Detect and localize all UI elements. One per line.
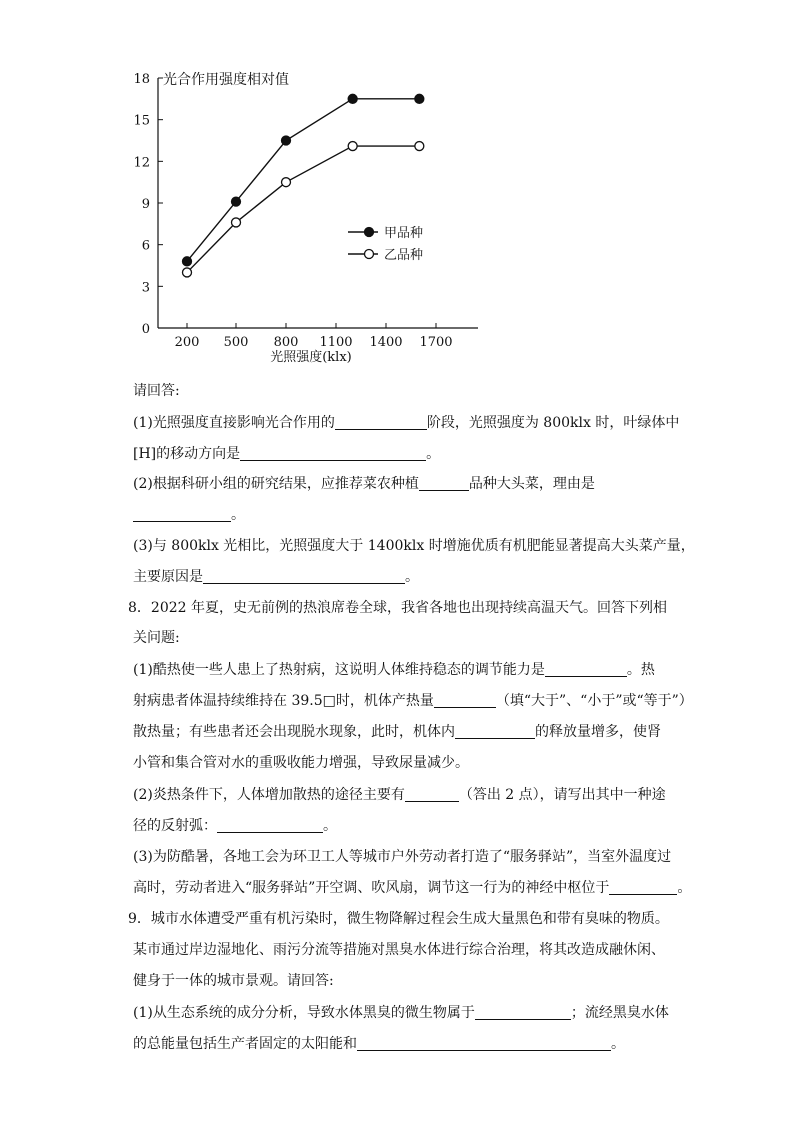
q7-1-text-b: 阶段，光照强度为 800klx 时，叶绿体中 (426, 415, 680, 431)
q8-1-text-g: 小管和集合管对水的重吸收能力增强，导致尿量减少。 (133, 755, 469, 771)
q7-3-line1 (133, 537, 695, 555)
chart-legend (348, 226, 423, 263)
q8-1-line4 (133, 754, 469, 772)
q8-3-text-b: 高时，劳动者进入“服务驿站”开空调、吹风扇，调节这一行为的神经中枢位于 (133, 880, 610, 896)
y-tick-label: 18 (133, 72, 150, 87)
data-point-2 (348, 142, 357, 151)
q8-2-blank-pathways[interactable] (405, 787, 459, 802)
y-tick-label: 12 (133, 155, 150, 171)
q8-1-blank-ability[interactable] (545, 662, 627, 677)
legend-marker-1 (365, 228, 374, 237)
q8-2-line2 (133, 817, 337, 835)
q8-2-line1 (133, 786, 666, 804)
data-point-1 (232, 197, 241, 206)
q8-1-text-b: 。热 (626, 662, 655, 678)
q7-1-blank-stage[interactable] (335, 415, 427, 430)
prompt-line (133, 382, 180, 400)
q9-intro-line1 (128, 910, 669, 928)
q9-1-line2 (133, 1035, 625, 1053)
q8-1-text-e: 散热量；有些患者还会出现脱水现象，此时，机体内 (133, 724, 455, 740)
x-tick-label: 200 (174, 335, 200, 350)
q8-intro-text-b: 关问题: (133, 630, 180, 646)
q9-1-text-b: ；流经黑臭水体 (570, 1005, 669, 1021)
q9-1-text-a: (1)从生态系统的成分分析，导致水体黑臭的微生物属于 (133, 1005, 475, 1021)
q8-intro-text-a: 8．2022 年夏，史无前例的热浪席卷全球，我省各地也出现持续高温天气。回答下列相 (128, 600, 667, 616)
q7-1-text-d: 。 (426, 446, 441, 462)
q8-2-blank-reflex[interactable] (217, 818, 323, 833)
x-axis-ticks (175, 323, 453, 350)
q9-intro-text-b: 某市通过岸边湿地化、雨污分流等措施对黑臭水体进行综合治理，将其改造成融休闲、 (133, 942, 665, 958)
q7-1-line2 (133, 445, 440, 463)
legend-label: 乙品种 (384, 248, 424, 263)
q8-1-text-c: 射病患者体温持续维持在 39.5□时，机体产热量 (133, 693, 434, 709)
x-axis-title: 光照强度(klx) (270, 350, 352, 365)
data-point-1 (415, 94, 424, 103)
q8-2-text-a: (2)炎热条件下，人体增加散热的途径主要有 (133, 787, 405, 803)
q9-intro-text-c: 健身于一体的城市景观。请回答: (133, 973, 334, 989)
q8-3-blank-center[interactable] (609, 880, 677, 895)
q7-2-text-c: 。 (231, 507, 245, 523)
q8-1-line2 (133, 692, 693, 710)
x-tick-label: 1100 (319, 335, 353, 350)
data-point-1 (282, 136, 291, 145)
data-point-2 (232, 218, 241, 227)
q9-1-line1 (133, 1004, 669, 1022)
q8-1-text-f: 的释放量增多，使肾 (535, 724, 661, 740)
q8-3-line2 (133, 879, 691, 897)
light-photosynthesis-chart (120, 62, 500, 372)
q8-3-text-a: (3)为防酷暑，各地工会为环卫工人等城市户外劳动者打造了“服务驿站”，当室外温度过 (133, 849, 672, 865)
q7-2-blank-variety[interactable] (419, 476, 469, 491)
y-tick-label: 15 (133, 113, 150, 129)
q8-2-text-b: （答出 2 点），请写出其中一种途 (458, 787, 666, 803)
q8-3-text-c: 。 (677, 880, 692, 896)
data-point-2 (282, 178, 291, 187)
q7-2-text-a: (2)根据科研小组的研究结果，应推荐菜农种植 (133, 476, 419, 492)
q7-2-line2 (133, 506, 245, 524)
q7-1-blank-direction[interactable] (240, 446, 426, 461)
data-point-2 (183, 268, 192, 277)
q9-intro-line3 (133, 972, 334, 990)
q7-3-blank-reason[interactable] (203, 569, 405, 584)
legend-marker-2 (365, 250, 374, 259)
q9-1-text-c: 的总能量包括生产者固定的太阳能和 (133, 1036, 357, 1052)
q9-1-blank-energy[interactable] (357, 1036, 611, 1051)
q9-intro-text-a: 9．城市水体遭受严重有机污染时，微生物降解过程会生成大量黑色和带有臭味的物质。 (128, 911, 669, 927)
q7-2-line1 (133, 475, 595, 493)
q8-intro-line1 (128, 599, 667, 617)
q7-1-text-c: [H]的移动方向是 (133, 446, 241, 462)
q7-2-text-b: 品种大头菜，理由是 (468, 476, 595, 492)
q8-2-text-d: 。 (323, 818, 337, 834)
x-tick-label: 1700 (419, 335, 453, 350)
q8-2-text-c: 径的反射弧： (133, 818, 217, 834)
q7-3-text-a: (3)与 800klx 光相比，光照强度大于 1400klx 时增施优质有机肥能显著提高大头菜产量， (133, 538, 695, 554)
q8-1-text-d: （填“大于”、“小于”或“等于”） (495, 693, 693, 709)
x-tick-label: 1400 (369, 335, 403, 350)
q8-1-blank-hormone[interactable] (455, 724, 535, 739)
y-tick-label: 0 (141, 322, 150, 337)
data-point-1 (348, 94, 357, 103)
chart-axes (158, 78, 478, 328)
q7-3-text-c: 。 (405, 569, 419, 585)
q7-2-blank-reason[interactable] (133, 507, 231, 522)
data-point-2 (415, 142, 424, 151)
data-point-1 (183, 257, 192, 266)
prompt-text: 请回答: (133, 383, 180, 399)
q8-1-text-a: (1)酷热使一些人患上了热射病，这说明人体维持稳态的调节能力是 (133, 662, 545, 678)
q8-1-blank-compare[interactable] (434, 693, 496, 708)
q7-1-text-a: (1)光照强度直接影响光合作用的 (133, 415, 335, 431)
q9-1-text-d: 。 (611, 1036, 625, 1052)
x-tick-label: 800 (273, 335, 299, 350)
q9-intro-line2 (133, 941, 665, 959)
q8-1-line1 (133, 661, 655, 679)
q7-3-line2 (133, 568, 419, 586)
x-tick-label: 500 (223, 335, 249, 350)
y-tick-label: 3 (141, 280, 150, 296)
q7-3-text-b: 主要原因是 (133, 569, 203, 585)
q8-1-line3 (133, 723, 661, 741)
y-axis-title: 光合作用强度相对值 (163, 72, 289, 88)
q9-1-blank-component[interactable] (475, 1005, 571, 1020)
q8-3-line1 (133, 848, 671, 866)
q7-1-line1 (133, 414, 679, 432)
legend-label: 甲品种 (384, 226, 424, 241)
y-tick-label: 9 (141, 197, 150, 212)
q8-intro-line2 (133, 629, 180, 647)
y-tick-label: 6 (141, 238, 150, 254)
